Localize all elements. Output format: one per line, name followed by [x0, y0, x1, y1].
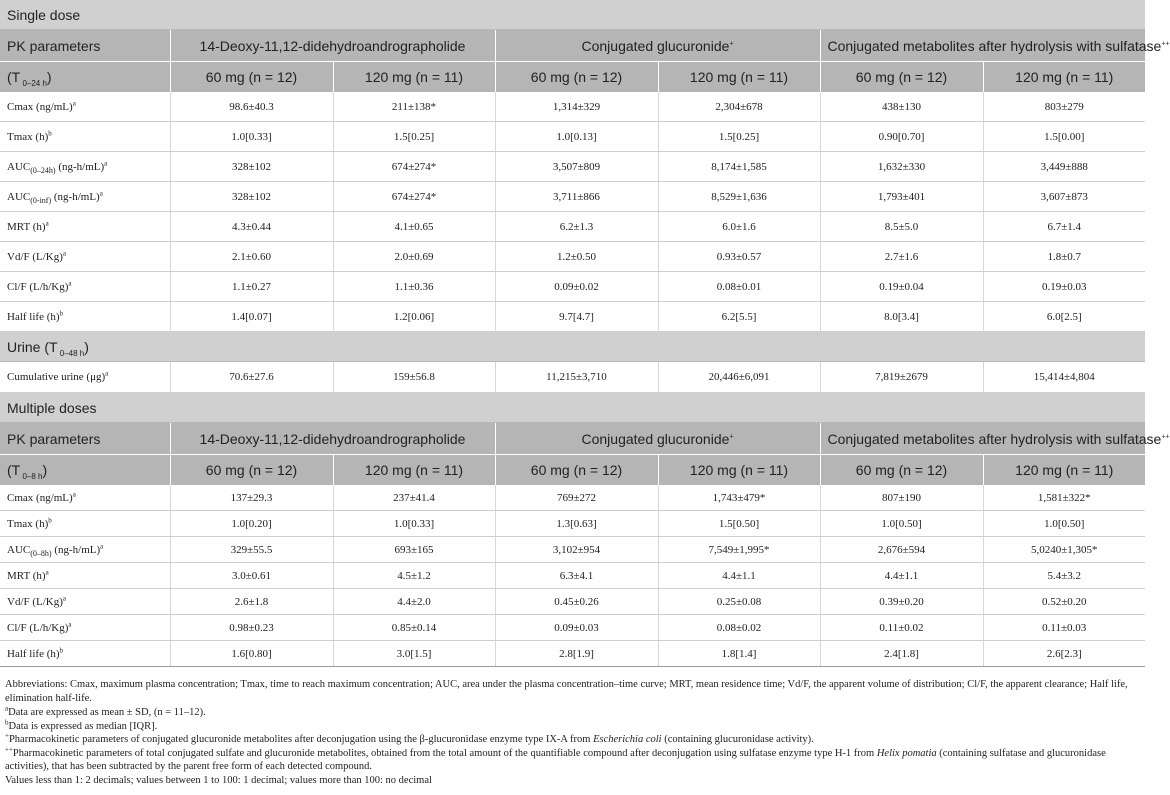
table-cell: 674±274* [333, 182, 495, 212]
table-row [0, 152, 1145, 182]
table-row [0, 485, 1145, 511]
table-cell: 7,819±2679 [820, 362, 983, 393]
table-cell: 0.52±0.20 [983, 589, 1145, 615]
table-row [0, 122, 1145, 152]
table-cell: 5.4±3.2 [983, 563, 1145, 589]
table-cell: 803±279 [983, 92, 1145, 122]
table-cell: 5,0240±1,305* [983, 537, 1145, 563]
table-cell: 2,676±594 [820, 537, 983, 563]
group-header: Conjugated glucuronide+ [495, 30, 820, 62]
table-cell: 8,529±1,636 [658, 182, 820, 212]
table-cell: 4.5±1.2 [333, 563, 495, 589]
table-cell: 137±29.3 [170, 485, 333, 511]
table-row [0, 212, 1145, 242]
section-title: Urine (T $_{0-48 h}$) [0, 332, 1145, 362]
row-label: Tmax $(h)^b$ [0, 511, 170, 537]
table-cell: 20,446±6,091 [658, 362, 820, 393]
table-cell: 0.11±0.03 [983, 615, 1145, 641]
dose-header: 60 mg (n = 12) [495, 455, 658, 486]
dose-header: 120 mg (n = 11) [658, 455, 820, 486]
pk-parameters-header: PK parameters [0, 423, 170, 455]
time-window-header: (T $_{0-8 h}$) [0, 455, 170, 486]
row-label: MRT $(h)^a$ [0, 212, 170, 242]
row-label: Vd/F $(L/Kg)^a$ [0, 242, 170, 272]
table-cell: 1.1±0.27 [170, 272, 333, 302]
table-cell: 1.6[0.80] [170, 641, 333, 667]
table-cell: 70.6±27.6 [170, 362, 333, 393]
row-label: Cl/F $(L/h/Kg)^a$ [0, 272, 170, 302]
table-cell: 1.2±0.50 [495, 242, 658, 272]
table-cell: 2.8[1.9] [495, 641, 658, 667]
table-cell: 0.93±0.57 [658, 242, 820, 272]
table-cell: 4.1±0.65 [333, 212, 495, 242]
table-cell: 2.7±1.6 [820, 242, 983, 272]
footnote-b: $^b$Data is expressed as median [IQR]. [5, 718, 158, 732]
row-label: Vd/F $(L/Kg)^a$ [0, 589, 170, 615]
table-cell: 2,304±678 [658, 92, 820, 122]
time-window-header: (T $_{0-24 h}$) [0, 62, 170, 93]
table-row [0, 537, 1145, 563]
table-cell: 1.0[0.13] [495, 122, 658, 152]
table-cell: 6.2[5.5] [658, 302, 820, 332]
table-cell: 1.2[0.06] [333, 302, 495, 332]
table-row [0, 362, 1145, 393]
table-cell: 1.4[0.07] [170, 302, 333, 332]
table-cell: 0.45±0.26 [495, 589, 658, 615]
row-label: Cmax $(ng/mL)^a$ [0, 485, 170, 511]
table-cell: 159±56.8 [333, 362, 495, 393]
footnote-a: $^a$Data are expressed as mean ± SD, (n = 11–12). [5, 704, 206, 718]
table-row [0, 272, 1145, 302]
table-cell: 1,793±401 [820, 182, 983, 212]
table-cell: 1,581±322* [983, 485, 1145, 511]
table-cell: 1,632±330 [820, 152, 983, 182]
table-cell: 0.39±0.20 [820, 589, 983, 615]
section-row-urine [0, 332, 1145, 362]
row-label: Cumulative urine $(\mu g)^a$ [0, 362, 170, 393]
dose-header: 120 mg (n = 11) [333, 455, 495, 486]
table-cell: 4.3±0.44 [170, 212, 333, 242]
table-cell: 2.6±1.8 [170, 589, 333, 615]
section-title: Single dose [0, 0, 1145, 30]
table-cell: 7,549±1,995* [658, 537, 820, 563]
table-cell: 6.7±1.4 [983, 212, 1145, 242]
table-cell: 3,102±954 [495, 537, 658, 563]
table-cell: 3,507±809 [495, 152, 658, 182]
row-label: Cl/F $(L/h/Kg)^a$ [0, 615, 170, 641]
table-cell: 3.0[1.5] [333, 641, 495, 667]
table-cell: 15,414±4,804 [983, 362, 1145, 393]
table-row [0, 182, 1145, 212]
table-cell: 4.4±2.0 [333, 589, 495, 615]
row-label: MRT $(h)^a$ [0, 563, 170, 589]
table-cell: 0.98±0.23 [170, 615, 333, 641]
table-row [0, 589, 1145, 615]
table-cell: 1.0[0.33] [333, 511, 495, 537]
table-cell: 6.0±1.6 [658, 212, 820, 242]
table-cell: 2.4[1.8] [820, 641, 983, 667]
row-label: $AUC_{(0-24h)}$ $(ng-h/mL)^a$ [0, 152, 170, 182]
row-label: Cmax $(ng/mL)^a$ [0, 92, 170, 122]
group-header: 14-Deoxy-11,12-didehydroandrographolide [170, 423, 495, 455]
table-cell: 11,215±3,710 [495, 362, 658, 393]
table-cell: 438±130 [820, 92, 983, 122]
table-cell: 3,711±866 [495, 182, 658, 212]
table-cell: 1.5[0.25] [658, 122, 820, 152]
table-cell: 693±165 [333, 537, 495, 563]
section-row-single-dose [0, 0, 1145, 30]
table-cell: 237±41.4 [333, 485, 495, 511]
dose-header: 60 mg (n = 12) [170, 455, 333, 486]
table-cell: 8.5±5.0 [820, 212, 983, 242]
table-row [0, 563, 1145, 589]
table-cell: 769±272 [495, 485, 658, 511]
table-row [0, 511, 1145, 537]
dose-header: 60 mg (n = 12) [820, 62, 983, 93]
dose-header: 120 mg (n = 11) [658, 62, 820, 93]
table-cell: 3,449±888 [983, 152, 1145, 182]
table-cell: 0.90[0.70] [820, 122, 983, 152]
table-cell: 0.09±0.03 [495, 615, 658, 641]
footnote-plusplus: ++Pharmacokinetic parameters of total conjugated sulfate and glucuronide metabolites, obtained from the total amount of the quantifiable compound after deconjugation using sulfatase enzyme type H-1 from Helix pomatia (containing sulfatase and glucuronidase activities), that has been subtracted by the parent free form of each detected compound. [5, 745, 1106, 772]
table-cell: 0.09±0.02 [495, 272, 658, 302]
table-cell: 4.4±1.1 [658, 563, 820, 589]
table-cell: 3.0±0.61 [170, 563, 333, 589]
dose-header-row [0, 455, 1145, 486]
table-cell: 1.8[1.4] [658, 641, 820, 667]
row-label: $AUC_{(0-inf)}$ $(ng-h/mL)^a$ [0, 182, 170, 212]
group-header: Conjugated metabolites after hydrolysis with sulfatase++ [820, 30, 1145, 62]
table-row [0, 641, 1145, 667]
table-cell: 1,743±479* [658, 485, 820, 511]
table-cell: 8.0[3.4] [820, 302, 983, 332]
table-cell: 1.0[0.20] [170, 511, 333, 537]
table-cell: 2.1±0.60 [170, 242, 333, 272]
group-header-row [0, 423, 1145, 455]
table-row [0, 615, 1145, 641]
table-cell: 1.0[0.33] [170, 122, 333, 152]
dose-header: 60 mg (n = 12) [820, 455, 983, 486]
row-label: Tmax $(h)^b$ [0, 122, 170, 152]
footnote-plus: +Pharmacokinetic parameters of conjugated glucuronide metabolites after deconjugation using the β-glucuronidase enzyme type IX-A from Escherichia coli (containing glucuronidase activity). [5, 731, 814, 745]
row-label: Half life $(h)^b$ [0, 641, 170, 667]
table-cell: 98.6±40.3 [170, 92, 333, 122]
table-cell: 0.85±0.14 [333, 615, 495, 641]
group-header-row [0, 30, 1145, 62]
table-cell: 0.08±0.01 [658, 272, 820, 302]
section-title: Multiple doses [0, 393, 1145, 423]
table-row [0, 92, 1145, 122]
table-cell: 9.7[4.7] [495, 302, 658, 332]
group-header: 14-Deoxy-11,12-didehydroandrographolide [170, 30, 495, 62]
table-cell: 1.0[0.50] [820, 511, 983, 537]
table-cell: 2.6[2.3] [983, 641, 1145, 667]
table-cell: 0.08±0.02 [658, 615, 820, 641]
footnote-abbreviations: Abbreviations: Cmax, maximum plasma concentration; Tmax, time to reach maximum concentration; AUC, area under the plasma concentration–time curve; MRT, mean residence time; Vd/F, the apparent volume of distribution; Cl/F, the apparent clearance; Half life, elimination half-life. [5, 679, 1128, 704]
table-cell: 6.2±1.3 [495, 212, 658, 242]
table-cell: 0.25±0.08 [658, 589, 820, 615]
table-cell: 8,174±1,585 [658, 152, 820, 182]
table-cell: 1.5[0.50] [658, 511, 820, 537]
table-row [0, 242, 1145, 272]
table-cell: 6.3±4.1 [495, 563, 658, 589]
table-cell: 4.4±1.1 [820, 563, 983, 589]
table-cell: 1.5[0.00] [983, 122, 1145, 152]
table-cell: 3,607±873 [983, 182, 1145, 212]
dose-header: 60 mg (n = 12) [495, 62, 658, 93]
dose-header: 120 mg (n = 11) [983, 62, 1145, 93]
dose-header: 120 mg (n = 11) [983, 455, 1145, 486]
dose-header: 60 mg (n = 12) [170, 62, 333, 93]
table-cell: 0.19±0.04 [820, 272, 983, 302]
table-cell: 0.11±0.02 [820, 615, 983, 641]
table-cell: 1.1±0.36 [333, 272, 495, 302]
row-label: Half life $(h)^b$ [0, 302, 170, 332]
table-cell: 674±274* [333, 152, 495, 182]
table-cell: 1.5[0.25] [333, 122, 495, 152]
table-row [0, 302, 1145, 332]
table-cell: 328±102 [170, 182, 333, 212]
table-cell: 329±55.5 [170, 537, 333, 563]
pk-parameters-header: PK parameters [0, 30, 170, 62]
table-cell: 211±138* [333, 92, 495, 122]
table-cell: 1.3[0.63] [495, 511, 658, 537]
footnote-decimals: Values less than 1: 2 decimals; values between 1 to 100: 1 decimal; values more than 100: no decimal [5, 774, 432, 786]
table-cell: 1.8±0.7 [983, 242, 1145, 272]
row-label: $AUC_{(0-8h)}$ $(ng-h/mL)^a$ [0, 537, 170, 563]
table-cell: 1,314±329 [495, 92, 658, 122]
table-cell: 6.0[2.5] [983, 302, 1145, 332]
group-header: Conjugated metabolites after hydrolysis with sulfatase++ [820, 423, 1145, 455]
table-cell: 807±190 [820, 485, 983, 511]
table-cell: 1.0[0.50] [983, 511, 1145, 537]
table-cell: 0.19±0.03 [983, 272, 1145, 302]
table-cell: 328±102 [170, 152, 333, 182]
section-row-multiple-doses [0, 393, 1145, 423]
dose-header-row [0, 62, 1145, 93]
table-cell: 2.0±0.69 [333, 242, 495, 272]
dose-header: 120 mg (n = 11) [333, 62, 495, 93]
table-footnotes [0, 667, 1145, 787]
group-header: Conjugated glucuronide+ [495, 423, 820, 455]
